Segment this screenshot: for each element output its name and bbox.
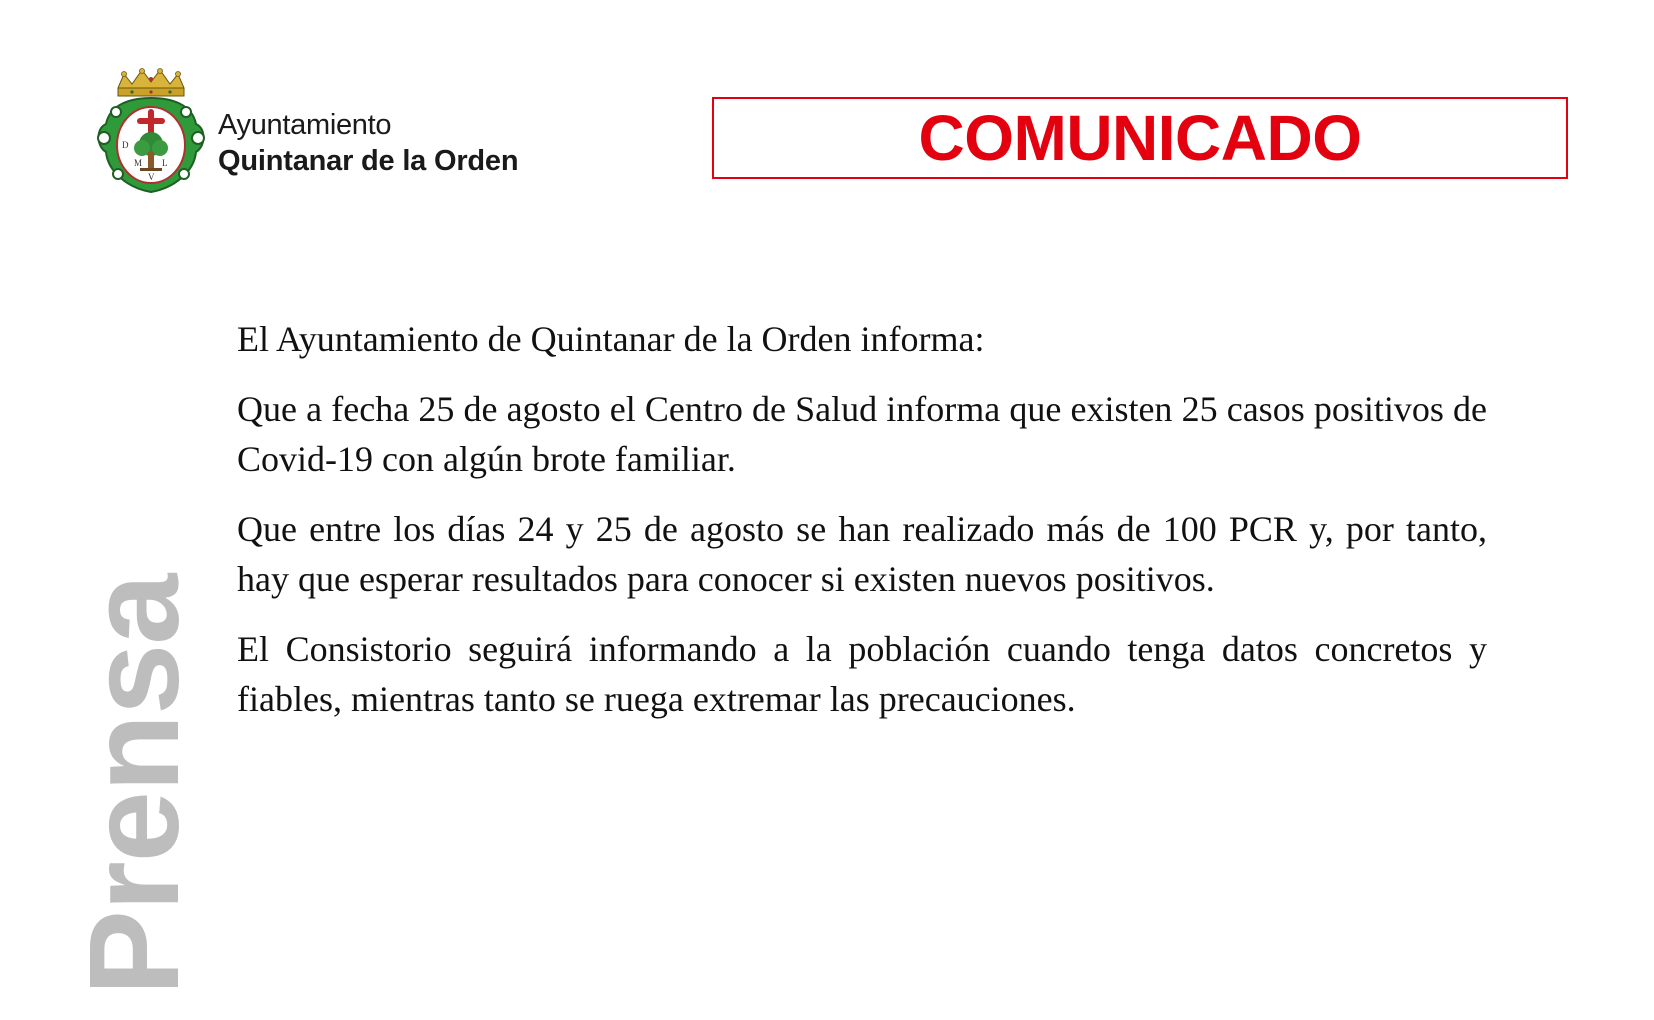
paragraph-precautions: El Consistorio seguirá informando a la población cuando tenga datos concretos y fiables, mientras tanto se ruega extremar las precauciones. (237, 629, 1487, 719)
press-release-body (237, 314, 1487, 744)
coat-of-arms-logo (96, 68, 206, 196)
svg-text:D: D (122, 140, 129, 150)
paragraph-pcr: Que entre los días 24 y 25 de agosto se han realizado más de 100 PCR y, por tanto, hay que esperar resultados para conocer si existen nuevos positivos. (237, 509, 1487, 599)
paragraph-cases: Que a fecha 25 de agosto el Centro de Salud informa que existen 25 casos positivos de Covid-19 con algún brote familiar. (237, 389, 1487, 479)
svg-text:M: M (134, 158, 143, 168)
comunicado-banner (712, 97, 1568, 179)
paragraph-intro: El Ayuntamiento de Quintanar de la Orden informa: (237, 319, 985, 359)
prensa-side-label (63, 565, 206, 1005)
org-name-line2: Quintanar de la Orden (218, 145, 519, 177)
svg-text:V: V (148, 172, 155, 182)
organization-name (218, 108, 518, 180)
comunicado-title: COMUNICADO (918, 102, 1362, 174)
org-name-line1: Ayuntamiento (218, 109, 392, 141)
prensa-text: Prensa (63, 574, 206, 996)
crown-icon (118, 69, 184, 97)
svg-text:L: L (162, 158, 168, 168)
coat-of-arms-icon (96, 68, 206, 196)
